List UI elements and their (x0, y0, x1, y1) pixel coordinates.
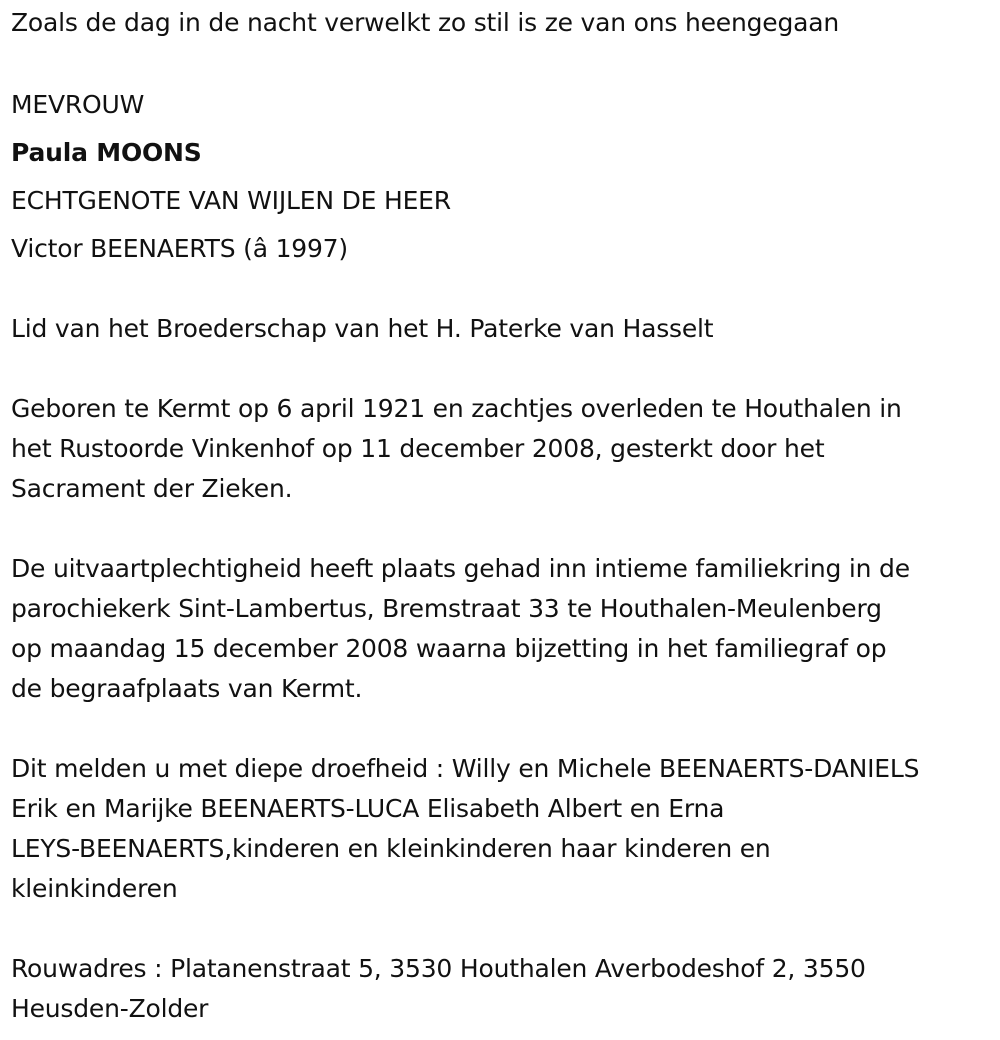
funeral-line: op maandag 15 december 2008 waarna bijzetting in het familiegraf op (11, 634, 887, 663)
funeral-line: parochiekerk Sint-Lambertus, Bremstraat 33 te Houthalen-Meulenberg (11, 594, 882, 623)
spouse: Victor BEENAERTS (â 1997) (11, 234, 348, 263)
address-line: Heusden-Zolder (11, 994, 209, 1023)
birth-death-line: Sacrament der Zieken. (11, 474, 293, 503)
funeral-line: De uitvaartplechtigheid heeft plaats gehad inn intieme familiekring in de (11, 554, 910, 583)
epigraph: Zoals de dag in de nacht verwelkt zo stil is ze van ons heengegaan (11, 8, 840, 37)
funeral-line: de begraafplaats van Kermt. (11, 674, 363, 703)
announcement-line: LEYS-BEENAERTS,kinderen en kleinkinderen haar kinderen en (11, 834, 771, 863)
birth-death-line: het Rustoorde Vinkenhof op 11 december 2008, gesterkt door het (11, 434, 825, 463)
address-line: Rouwadres : Platanenstraat 5, 3530 Houthalen Averbodeshof 2, 3550 (11, 954, 866, 983)
relation: ECHTGENOTE VAN WIJLEN DE HEER (11, 186, 451, 215)
deceased-name: Paula MOONS (11, 138, 202, 167)
title-prefix: MEVROUW (11, 90, 145, 119)
announcement-line: Dit melden u met diepe droefheid : Willy en Michele BEENAERTS-DANIELS (11, 754, 920, 783)
membership: Lid van het Broederschap van het H. Paterke van Hasselt (11, 314, 714, 343)
birth-death-line: Geboren te Kermt op 6 april 1921 en zachtjes overleden te Houthalen in (11, 394, 902, 423)
announcement-line: Erik en Marijke BEENAERTS-LUCA Elisabeth Albert en Erna (11, 794, 725, 823)
announcement-line: kleinkinderen (11, 874, 178, 903)
